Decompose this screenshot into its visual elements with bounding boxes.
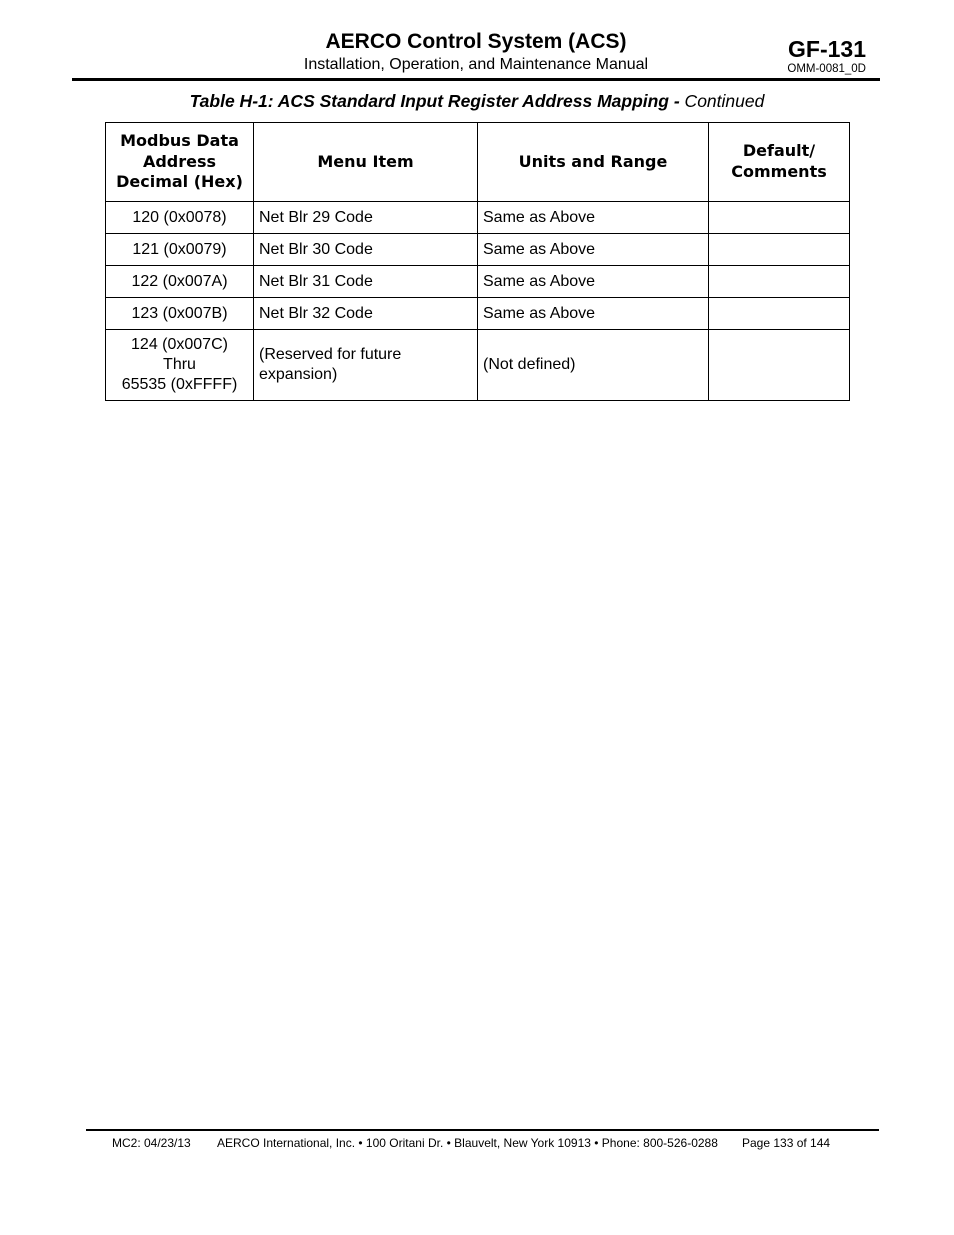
table-row bbox=[106, 234, 850, 266]
header-default-line: Comments bbox=[731, 162, 827, 181]
header-address-line: Modbus Data bbox=[120, 130, 239, 150]
header-address-line: Decimal (Hex) bbox=[116, 172, 243, 192]
cell-address: 120 (0x0078) bbox=[106, 202, 254, 234]
footer-revision: MC2: 04/23/13 bbox=[112, 1136, 191, 1150]
register-table bbox=[105, 122, 850, 401]
header-address-line: Address bbox=[142, 151, 217, 171]
cell-address: 122 (0x007A) bbox=[106, 266, 254, 298]
table-row bbox=[106, 202, 850, 234]
document-title: AERCO Control System (ACS) bbox=[325, 30, 627, 53]
document-code: GF-131 bbox=[788, 36, 866, 62]
cell-address: 123 (0x007B) bbox=[106, 298, 254, 330]
cell-address: 121 (0x0079) bbox=[106, 234, 254, 266]
header-default-line: Default/ bbox=[742, 141, 816, 161]
table-header-row bbox=[106, 123, 850, 202]
address-range-line: 124 (0x007C) bbox=[131, 336, 228, 353]
cell-comments bbox=[709, 298, 850, 330]
table-caption-continued: Continued bbox=[679, 91, 765, 111]
reserved-line: (Reserved for future bbox=[259, 346, 402, 363]
cell-menu-item: Net Blr 30 Code bbox=[254, 234, 478, 266]
table-row bbox=[106, 266, 850, 298]
footer-rule bbox=[86, 1129, 879, 1131]
table-caption bbox=[105, 91, 849, 112]
cell-units-range: (Not defined) bbox=[478, 330, 709, 401]
reserved-line: expansion) bbox=[259, 366, 338, 383]
header-rule bbox=[72, 78, 880, 81]
cell-menu-item: Net Blr 29 Code bbox=[254, 202, 478, 234]
cell-units-range: Same as Above bbox=[478, 266, 709, 298]
cell-comments bbox=[709, 266, 850, 298]
cell-menu-item: Net Blr 32 Code bbox=[254, 298, 478, 330]
address-range-line: Thru bbox=[163, 356, 196, 373]
header-units-range: Units and Range bbox=[478, 123, 709, 202]
cell-address-range bbox=[106, 330, 254, 401]
header-default-comments bbox=[709, 123, 850, 202]
cell-comments bbox=[709, 234, 850, 266]
table-row-reserved bbox=[106, 330, 850, 401]
cell-menu-item-reserved bbox=[254, 330, 478, 401]
document-number: OMM-0081_0D bbox=[787, 63, 866, 75]
footer-company-address: AERCO International, Inc. • 100 Oritani Dr. • Blauvelt, New York 10913 • Phone: 800-526-0288 bbox=[217, 1136, 718, 1150]
cell-units-range: Same as Above bbox=[478, 202, 709, 234]
header-menu-item: Menu Item bbox=[254, 123, 478, 202]
cell-units-range: Same as Above bbox=[478, 298, 709, 330]
footer-page-number: Page 133 of 144 bbox=[742, 1136, 831, 1150]
cell-menu-item: Net Blr 31 Code bbox=[254, 266, 478, 298]
cell-comments bbox=[709, 330, 850, 401]
table-row bbox=[106, 298, 850, 330]
cell-units-range: Same as Above bbox=[478, 234, 709, 266]
cell-comments bbox=[709, 202, 850, 234]
address-range-line: 65535 (0xFFFF) bbox=[121, 376, 238, 393]
header-address bbox=[106, 123, 254, 202]
table-caption-title: Table H-1: ACS Standard Input Register Address Mapping - bbox=[189, 91, 680, 111]
document-subtitle: Installation, Operation, and Maintenance Manual bbox=[303, 56, 649, 73]
